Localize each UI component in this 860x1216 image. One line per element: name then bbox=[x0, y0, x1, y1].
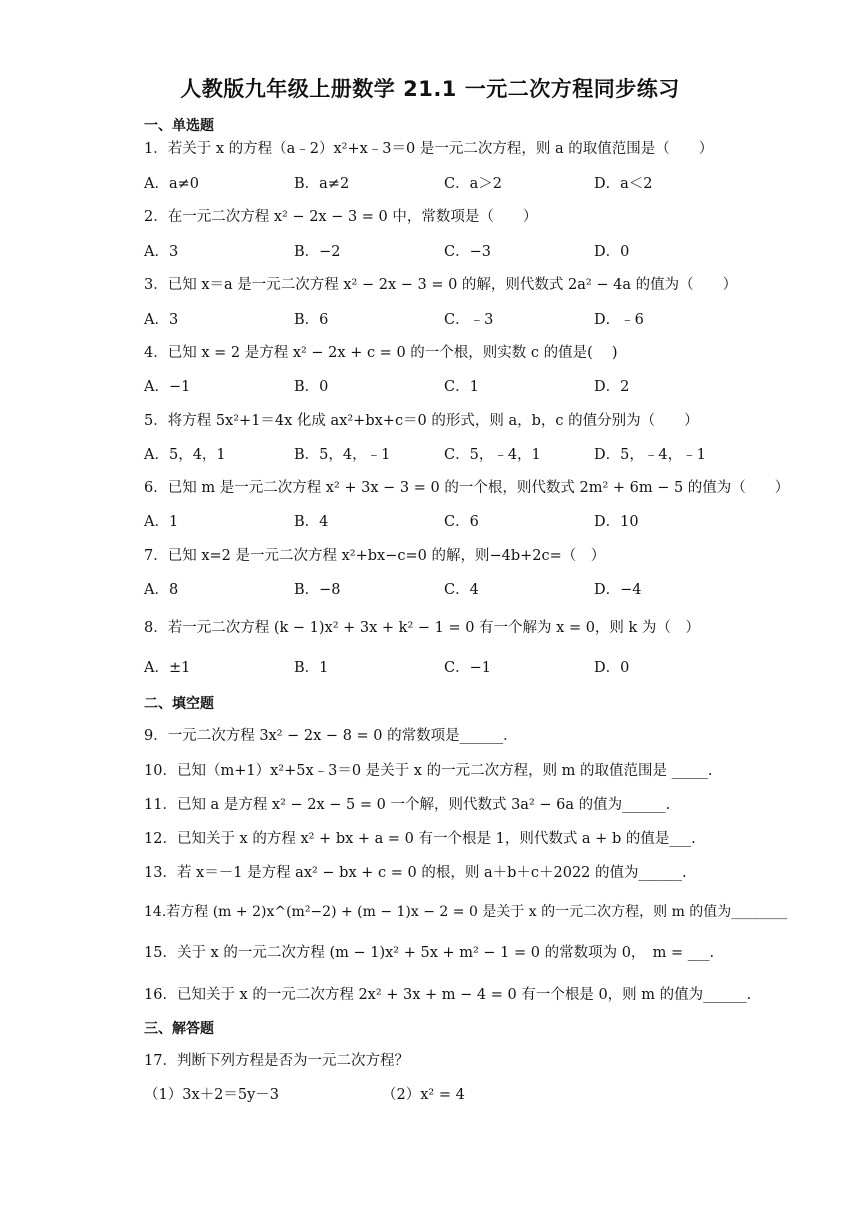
question-7-option-c: C．4 bbox=[444, 582, 479, 598]
question-6-stem: 6．已知 m 是一元二次方程 x² + 3x − 3 = 0 的一个根，则代数式 2m² + 6m − 5 的值为（ ） bbox=[144, 480, 790, 496]
question-10-stem: 10．已知（m+1）x²+5x﹣3＝0 是关于 x 的一元二次方程，则 m 的取值范围是 _____. bbox=[144, 763, 713, 779]
question-3-option-b: B．6 bbox=[294, 312, 329, 328]
question-16-stem: 16．已知关于 x 的一元二次方程 2x² + 3x + m − 4 = 0 有一个根是 0，则 m 的值为______. bbox=[144, 987, 752, 1003]
question-2-option-c: C．−3 bbox=[444, 244, 491, 260]
question-1-option-a: A．a≠0 bbox=[144, 176, 199, 192]
question-12-stem: 12．已知关于 x 的方程 x² + bx + a = 0 有一个根是 1，则代数式 a + b 的值是___. bbox=[144, 831, 696, 847]
question-5-option-a: A．5，4，1 bbox=[144, 447, 226, 463]
question-6-option-c: C．6 bbox=[444, 514, 479, 530]
question-3-option-d: D．﹣6 bbox=[594, 312, 644, 328]
section-heading-single-choice: 一、单选题 bbox=[144, 118, 214, 134]
question-8-option-d: D．0 bbox=[594, 660, 630, 676]
question-14-stem: 14.若方程 (m + 2)x^(m²−2) + (m − 1)x − 2 = 0 是关于 x 的一元二次方程，则 m 的值为________ bbox=[144, 904, 788, 920]
question-5-option-c: C．5，﹣4，1 bbox=[444, 447, 541, 463]
section-heading-fill-in: 二、填空题 bbox=[144, 696, 214, 712]
question-15-stem: 15．关于 x 的一元二次方程 (m − 1)x² + 5x + m² − 1 = 0 的常数项为 0， m = ___. bbox=[144, 945, 715, 961]
question-6-option-a: A．1 bbox=[144, 514, 179, 530]
question-8-option-c: C．−1 bbox=[444, 660, 491, 676]
question-2-stem: 2．在一元二次方程 x² − 2x − 3 = 0 中，常数项是（ ） bbox=[144, 209, 538, 225]
question-17-part-1: （1）3x＋2＝5y－3 bbox=[144, 1087, 279, 1103]
question-7-stem: 7．已知 x=2 是一元二次方程 x²+bx−c=0 的解，则−4b+2c=（ ） bbox=[144, 548, 606, 564]
question-1-option-c: C．a＞2 bbox=[444, 176, 502, 192]
section-heading-solve: 三、解答题 bbox=[144, 1021, 214, 1037]
question-4-option-a: A．−1 bbox=[144, 379, 191, 395]
question-3-stem: 3．已知 x＝a 是一元二次方程 x² − 2x − 3 = 0 的解，则代数式 2a² − 4a 的值为（ ） bbox=[144, 277, 738, 293]
question-13-stem: 13．若 x＝－1 是方程 ax² − bx + c = 0 的根，则 a＋b＋c＋2022 的值为______. bbox=[144, 865, 687, 881]
question-17-stem: 17．判断下列方程是否为一元二次方程？ bbox=[144, 1053, 409, 1069]
question-5-stem: 5．将方程 5x²+1＝4x 化成 ax²+bx+c＝0 的形式，则 a，b，c 的值分别为（ ） bbox=[144, 413, 699, 429]
question-11-stem: 11．已知 a 是方程 x² − 2x − 5 = 0 一个解，则代数式 3a² − 6a 的值为______. bbox=[144, 797, 671, 813]
question-2-option-d: D．0 bbox=[594, 244, 630, 260]
question-8-option-a: A．±1 bbox=[144, 660, 191, 676]
question-1-stem: 1．若关于 x 的方程（a﹣2）x²+x﹣3＝0 是一元二次方程，则 a 的取值范围是（ ） bbox=[144, 141, 714, 157]
question-5-option-b: B．5，4，﹣1 bbox=[294, 447, 391, 463]
question-4-option-c: C．1 bbox=[444, 379, 479, 395]
question-3-option-c: C．﹣3 bbox=[444, 312, 494, 328]
question-7-option-a: A．8 bbox=[144, 582, 179, 598]
question-2-option-a: A．3 bbox=[144, 244, 179, 260]
question-3-option-a: A．3 bbox=[144, 312, 179, 328]
question-1-option-d: D．a＜2 bbox=[594, 176, 653, 192]
question-5-option-d: D．5，﹣4，﹣1 bbox=[594, 447, 706, 463]
question-7-option-d: D．−4 bbox=[594, 582, 642, 598]
question-4-option-d: D．2 bbox=[594, 379, 630, 395]
question-1-option-b: B．a≠2 bbox=[294, 176, 350, 192]
question-6-option-d: D．10 bbox=[594, 514, 639, 530]
question-2-option-b: B．−2 bbox=[294, 244, 341, 260]
question-6-option-b: B．4 bbox=[294, 514, 329, 530]
question-8-stem: 8．若一元二次方程 (k − 1)x² + 3x + k² − 1 = 0 有一个解为 x = 0，则 k 为（ ） bbox=[144, 620, 700, 636]
question-4-stem: 4．已知 x = 2 是方程 x² − 2x + c = 0 的一个根，则实数 c 的值是( ) bbox=[144, 345, 618, 361]
question-7-option-b: B．−8 bbox=[294, 582, 341, 598]
question-4-option-b: B．0 bbox=[294, 379, 329, 395]
question-17-part-2: （2）x² = 4 bbox=[382, 1087, 465, 1103]
page-title: 人教版九年级上册数学 21.1 一元二次方程同步练习 bbox=[180, 77, 680, 101]
question-9-stem: 9．一元二次方程 3x² − 2x − 8 = 0 的常数项是______． bbox=[144, 728, 518, 744]
question-8-option-b: B．1 bbox=[294, 660, 329, 676]
